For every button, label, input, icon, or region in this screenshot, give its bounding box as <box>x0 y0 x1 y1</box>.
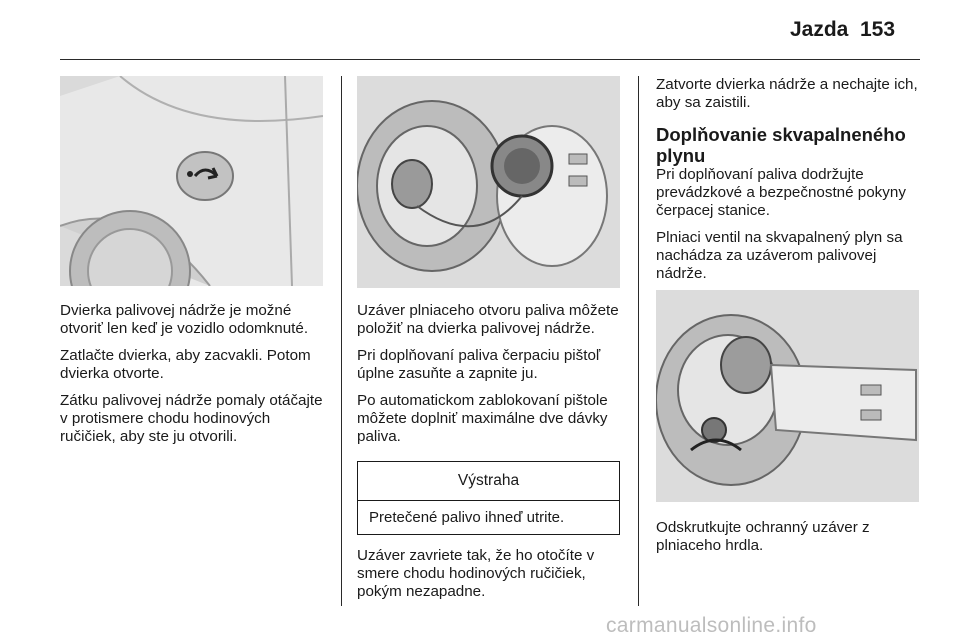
fuel-cap-open-illustration <box>357 76 620 288</box>
header-rule <box>60 59 920 60</box>
page-number: 153 <box>860 18 896 41</box>
middle-column-text <box>357 302 627 455</box>
paragraph: Uzáver plniaceho otvoru paliva môžete položiť na dvierka palivovej nádrže. <box>357 302 619 337</box>
paragraph: Dvierka palivovej nádrže je možné otvoriť len keď je vozidlo odomknuté. <box>60 302 309 337</box>
paragraph: Plniaci ventil na skvapalnený plyn sa nachádza za uzáverom palivovej nádrže. <box>656 229 903 282</box>
figure-caption: Odskrutkujte ochranný uzáver z plniaceho hrdla. <box>656 519 870 554</box>
lpg-filler-illustration <box>656 290 919 502</box>
paragraph: Pri doplňovaní paliva dodržujte prevádzkové a bezpečnostné pokyny čerpacej stanice. <box>656 166 906 219</box>
paragraph: Uzáver zavriete tak, že ho otočíte v smere chodu hodinových ručičiek, pokým nezapadne. <box>357 547 595 600</box>
middle-column-after-warning <box>357 547 622 610</box>
section-title: Jazda <box>790 18 849 41</box>
watermark: carmanualsonline.info <box>606 614 817 637</box>
paragraph: Pri doplňovaní paliva čerpaciu pištoľ úplne zasuňte a zapnite ju. <box>357 347 601 382</box>
right-column-caption <box>656 519 916 564</box>
warning-box <box>357 461 620 535</box>
paragraph: Po automatickom zablokovaní pištole môžete doplniť maximálne dve dávky paliva. <box>357 392 608 445</box>
paragraph: Zatlačte dvierka, aby zacvakli. Potom dvierka otvorte. <box>60 347 311 382</box>
left-column-text <box>60 302 328 455</box>
fuel-door-car-illustration <box>60 76 323 286</box>
column-divider-2 <box>638 76 639 606</box>
column-divider-1 <box>341 76 342 606</box>
right-column-text <box>656 76 922 292</box>
warning-text: Pretečené palivo ihneď utrite. <box>369 509 565 526</box>
warning-title: Výstraha <box>358 462 619 501</box>
paragraph: Zátku palivovej nádrže pomaly otáčajte v protismere chodu hodinových ručičiek, aby ste ju otvorili. <box>60 392 323 445</box>
section-heading: Doplňovanie skvapalneného plynu <box>656 124 906 166</box>
paragraph: Zatvorte dvierka nádrže a nechajte ich, aby sa zaistili. <box>656 76 918 111</box>
